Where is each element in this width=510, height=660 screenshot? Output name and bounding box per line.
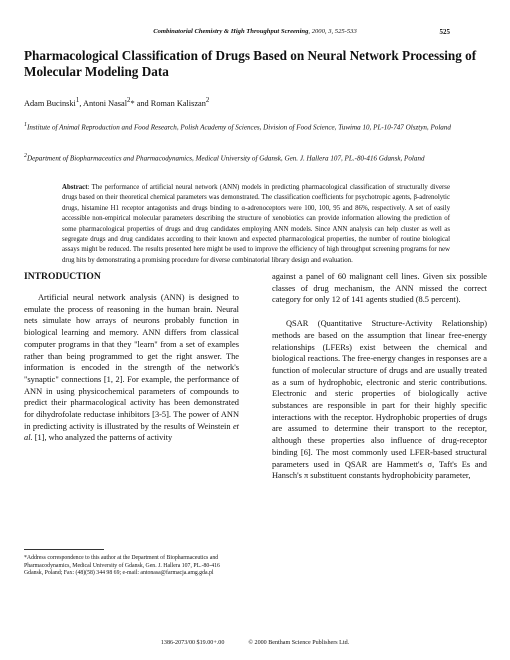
affiliation-marker: 2 (127, 97, 131, 104)
citation: , 2000, 3, 525-533 (308, 28, 357, 35)
affiliation-marker: 1 (24, 122, 27, 128)
affiliation-text: Institute of Animal Reproduction and Food Research, Polish Academy of Sciences, Division of Food Science, Tuwima 10, PL-10-747 Olsztyn, Poland (26, 123, 451, 132)
affiliation-2 (24, 151, 486, 163)
issn: 1386-2073/00 $19.00+.00 (160, 640, 225, 646)
affiliation-1 (24, 120, 486, 132)
affiliation-marker: 2 (24, 153, 27, 159)
qsar-paragraph: QSAR (Quantitative Structure-Activity Relationship) methods are based on the assumption that linear free-energy relationships (LFERs) exist between the chemical and biological reactions. The free-energy changes in responses are a function of molecular structure of drugs and are usually treated as a sum of hydrophobic, electronic and steric contributions. Electronic and steric properties of biologically active substances are responsible in part for their highly specific interactions with the receptor. Hydrophobic properties of drugs are assumed to determine their transport to the receptor, although these properties also influence of drug-receptor binding [6]. The most commonly used LFER-based structural parameters used in QSAR are Hammett's σ, Taft's Es and Hansch's π substituent constants hydrophobicity parameter, (272, 319, 487, 481)
footnote-divider (24, 549, 104, 550)
page-footer (0, 640, 510, 646)
corresponding-mark: * (130, 98, 135, 108)
abstract-label: Abstract (62, 184, 88, 191)
right-column (272, 271, 487, 482)
abstract (62, 183, 450, 266)
separator: and (134, 98, 151, 108)
journal-name: Combinatorial Chemistry & High Throughput Screening (153, 28, 309, 35)
section-heading: INTRODUCTION (24, 271, 101, 282)
affiliation-marker: 1 (75, 97, 80, 104)
author-line (24, 97, 209, 108)
page-number: 525 (439, 28, 450, 36)
footnote: *Address correspondence to this author at the Department of Biopharmaceutics and Pharmacodynamics, Medical University of Gdansk, Gen. J. Hallera 107, PL.-80-416 Gdansk, Poland; Fax: (48)(58) 344 98 69; e-mail: antonasa@farmacja.amg.gda.pl (24, 555, 220, 577)
copyright: © 2000 Bentham Science Publishers Ltd. (248, 640, 350, 646)
paragraph-text: [1], who analyzed the patterns of activity (32, 433, 173, 443)
running-head (60, 28, 450, 40)
separator: , (79, 98, 84, 108)
continued-paragraph: against a panel of 60 malignant cell lines. Given six possible classes of drug mechanism, the ANN missed the correct category for only 12 of 141 agents studied (8.5 percent). (272, 272, 487, 305)
left-column (24, 292, 239, 444)
intro-paragraph (24, 292, 239, 444)
affiliation-text: Department of Biopharmaceutics and Pharmacodynamics, Medical University of Gdansk, Gen. J. Hallera 107, PL.-80-416 Gdansk, Poland (26, 154, 425, 163)
author-name: Roman Kaliszan (150, 98, 206, 108)
affiliation-marker: 2 (205, 97, 210, 104)
paragraph-text: Artificial neural network analysis (ANN) is designed to emulate the process of reasoning in the human brain. Neural nets simulate how arrays of neurons probably function in biological learning and memory. ANN differs from classical computer programs in that they "learn" from a set of examples rather than being programmed to get the right answer. The information is encoded in the strength of the network's "synaptic" connections [1, 2]. For example, the performance of ANN in using physicochemical parameters of compounds to predict their pharmacological activity has been demonstrated for dihydrofolate reductase inhibitors [3-5]. The power of ANN in predicting activity is illustrated by the results of Weinstein (24, 293, 239, 431)
author-name: Adam Bucinski (24, 98, 76, 108)
article-title: Pharmacological Classification of Drugs Based on Neural Network Processing of Molecular Modeling Data (24, 48, 477, 79)
abstract-text: : The performance of artificial neural network (ANN) models in predicting pharmacological classification of structurally diverse drugs based on their theoretical chemical parameters was demonstrated. The classification coefficients for psychotropic agents, β-adrenolytic drugs, histamine H1 receptor antagonists and drugs binding to α-adrenoceptors were 100, 100, 95 and 86%, respectively. A set of easily accessible non-empirical molecular parameters describing the structure of xenobiotics can provide information allowing the prediction of some pharmacological properties of drugs and drug candidates employing ANN models. Since ANN analysis can help cluster as well as segregate drugs and drug candidates according to their known and expected pharmacological properties, the number of routine biological assays might be reduced. The results presented here might be used to improve the efficiency of high throughput screening programs for new drug hits by demonstrating a promising procedure for diverse combinatorial library design and evaluation. (62, 184, 450, 264)
author-name: Antoni Nasal (83, 98, 128, 108)
et-al: et al. (24, 421, 239, 443)
